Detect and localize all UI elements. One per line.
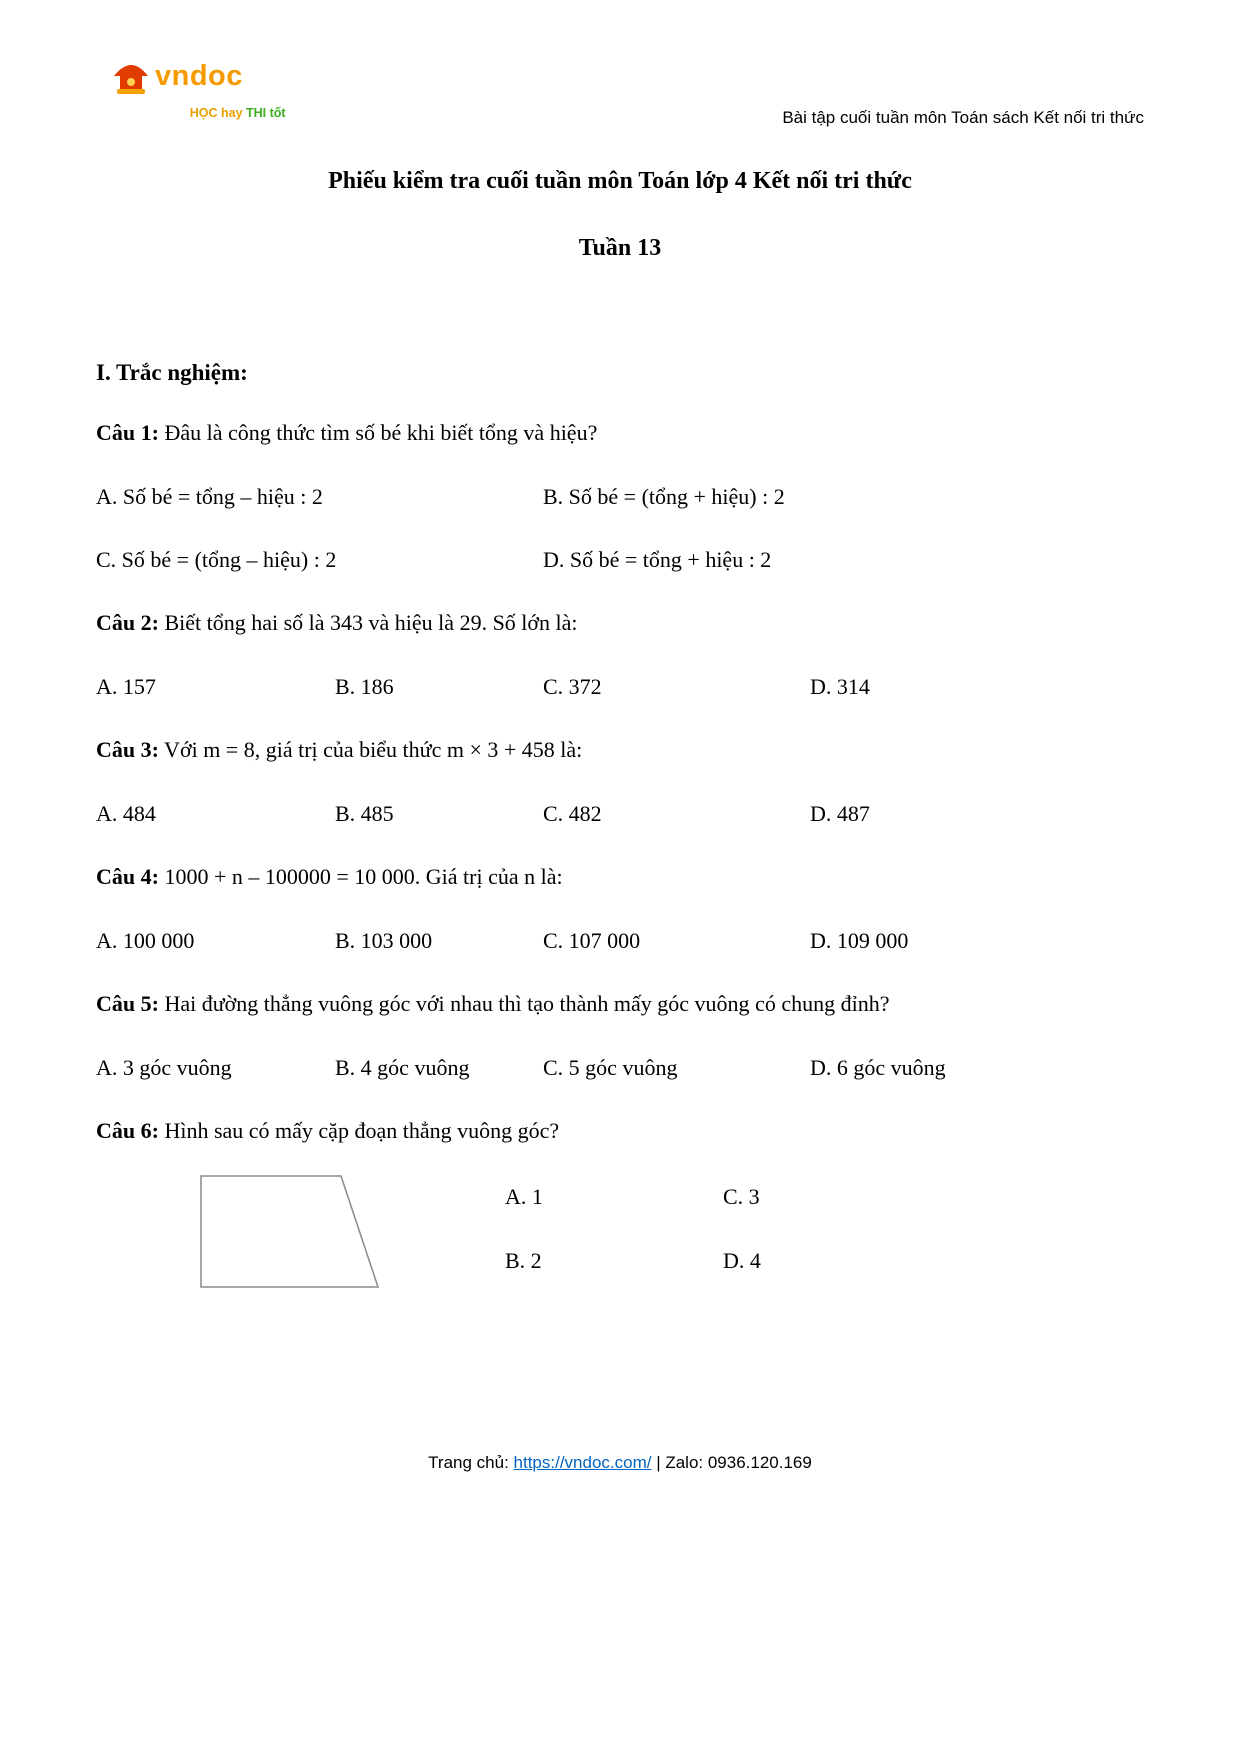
logo-tagline-part2: THI tốt	[246, 105, 286, 120]
question-2-label: Câu 2:	[96, 609, 159, 635]
question-5-options	[96, 1051, 1144, 1084]
question-1	[96, 416, 1144, 450]
q3-option-c: C. 482	[543, 800, 602, 826]
q5-option-d: D. 6 góc vuông	[810, 1054, 946, 1080]
page-title: Phiếu kiểm tra cuối tuần môn Toán lớp 4 Kết nối tri thức	[328, 167, 912, 194]
q4-option-d: D. 109 000	[810, 927, 909, 953]
trapezoid-figure	[200, 1174, 380, 1290]
q4-option-b: B. 103 000	[335, 927, 433, 953]
vndoc-logo	[112, 62, 286, 132]
question-2-options	[96, 670, 1144, 703]
question-4-label: Câu 4:	[96, 863, 159, 889]
q4-option-c: C. 107 000	[543, 927, 641, 953]
question-6	[96, 1114, 1144, 1148]
q1-option-c: C. Số bé = (tổng – hiệu) : 2	[96, 546, 337, 572]
question-1-options-row-1	[96, 480, 1144, 513]
page-subtitle: Tuần 13	[578, 234, 662, 261]
question-5	[96, 987, 1144, 1021]
footer-suffix: | Zalo: 0936.120.169	[651, 1453, 812, 1472]
question-2	[96, 606, 1144, 640]
q4-option-a: A. 100 000	[96, 927, 195, 953]
q5-option-b: B. 4 góc vuông	[335, 1054, 470, 1080]
q3-option-d: D. 487	[810, 800, 870, 826]
footer-homepage-link[interactable]: https://vndoc.com/	[513, 1453, 652, 1472]
question-1-text: Đâu là công thức tìm số bé khi biết tổng và hiệu?	[158, 419, 598, 445]
page-header	[0, 0, 1240, 132]
question-3	[96, 733, 1144, 767]
footer-prefix: Trang chủ:	[428, 1453, 514, 1472]
q5-option-c: C. 5 góc vuông	[543, 1054, 678, 1080]
q2-option-b: B. 186	[335, 673, 394, 699]
q1-option-d: D. Số bé = tổng + hiệu : 2	[543, 546, 772, 572]
question-5-label: Câu 5:	[96, 990, 159, 1016]
q6-option-a: A. 1	[505, 1183, 543, 1209]
question-4-options	[96, 924, 1144, 957]
logo-brand: vndoc	[155, 60, 243, 92]
question-4	[96, 860, 1144, 894]
q6-option-d: D. 4	[723, 1247, 761, 1273]
q2-option-a: A. 157	[96, 673, 156, 699]
section-heading: I. Trắc nghiệm:	[96, 359, 248, 385]
question-3-text: Với m = 8, giá trị của biểu thức m × 3 + 458 là:	[158, 736, 583, 762]
logo-tagline	[155, 94, 286, 132]
q1-option-b: B. Số bé = (tổng + hiệu) : 2	[543, 483, 785, 509]
q3-option-b: B. 485	[335, 800, 394, 826]
q6-option-b: B. 2	[505, 1247, 542, 1273]
page-footer	[0, 1453, 1240, 1473]
question-2-text: Biết tổng hai số là 343 và hiệu là 29. Số lớn là:	[158, 609, 578, 635]
header-note: Bài tập cuối tuần môn Toán sách Kết nối tri thức	[782, 107, 1144, 127]
question-6-text: Hình sau có mấy cặp đoạn thẳng vuông góc?	[158, 1117, 560, 1143]
question-3-options	[96, 797, 1144, 830]
question-6-figure-area	[96, 1174, 1144, 1324]
question-4-text: 1000 + n – 100000 = 10 000. Giá trị của n là:	[158, 863, 563, 889]
logo-tagline-part1: HỌC hay	[189, 105, 246, 120]
question-3-label: Câu 3:	[96, 736, 159, 762]
question-6-label: Câu 6:	[96, 1117, 159, 1143]
worksheet-content	[0, 168, 1240, 1324]
q6-option-c: C. 3	[723, 1183, 760, 1209]
question-1-label: Câu 1:	[96, 419, 159, 445]
q3-option-a: A. 484	[96, 800, 156, 826]
vndoc-logo-icon	[112, 62, 150, 96]
logo-text	[155, 62, 286, 132]
question-1-options-row-2	[96, 543, 1144, 576]
q2-option-d: D. 314	[810, 673, 870, 699]
q1-option-a: A. Số bé = tổng – hiệu : 2	[96, 483, 323, 509]
q2-option-c: C. 372	[543, 673, 602, 699]
q5-option-a: A. 3 góc vuông	[96, 1054, 232, 1080]
question-5-text: Hai đường thẳng vuông góc với nhau thì tạo thành mấy góc vuông có chung đỉnh?	[158, 990, 890, 1016]
